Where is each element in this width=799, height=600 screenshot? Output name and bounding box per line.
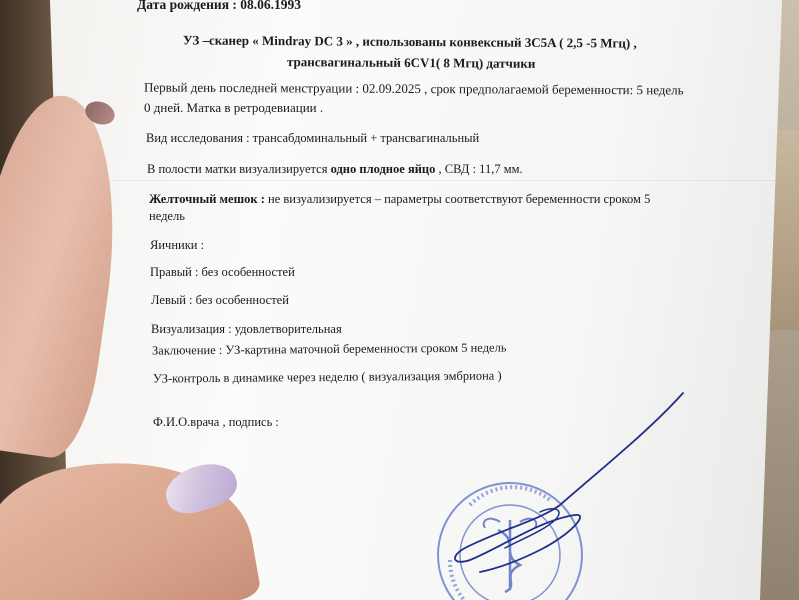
- doctor-signature-label: Ф.И.О.врача , подпись :: [153, 415, 279, 429]
- conclusion-line: Заключение : УЗ-картина маточной беременности сроком 5 недель: [151, 340, 507, 358]
- followup-line: УЗ-контроль в динамике через неделю ( визуализация эмбриона ): [152, 368, 502, 386]
- yolk-sac-label: Желточный мешок :: [149, 192, 265, 206]
- ovaries-heading: Яичники :: [150, 238, 205, 252]
- medical-caduceus-stamp-icon: [438, 483, 582, 600]
- handwritten-signature: [455, 393, 683, 572]
- visualization-line: Визуализация : удовлетворительная: [151, 322, 342, 336]
- scanner-line-1: УЗ –сканер « Mindray DC 3 » , использованы конвексный 3C5A ( 2,5 -5 Мгц) ,: [182, 32, 637, 51]
- cavity-suffix: , СВД : 11,7 мм.: [438, 162, 523, 176]
- yolk-sac-line-2: недель: [149, 209, 185, 223]
- exam-type-line: Вид исследования : трансабдоминальный + трансвагинальный: [146, 131, 480, 145]
- birth-date-line: Дата рождения : 08.06.1993: [137, 0, 301, 12]
- yolk-sac-text: не визуализируется – параметры соответствуют беременности сроком 5: [264, 192, 651, 206]
- lmp-line-1: Первый день последней менструации : 02.09.2025 , срок предполагаемой беременности: 5 недель: [143, 79, 684, 98]
- lmp-line-2: 0 дней. Матка в ретродевиации .: [144, 100, 324, 115]
- right-ovary-line: Правый : без особенностей: [150, 265, 295, 279]
- left-ovary-line: Левый : без особенностей: [151, 293, 289, 307]
- cavity-prefix: В полости матки визуализируется: [147, 162, 328, 176]
- gestational-sac-text: одно плодное яйцо: [330, 162, 436, 176]
- scanner-line-2: трансвагинальный 6CV1( 8 Мгц) датчики: [286, 54, 536, 71]
